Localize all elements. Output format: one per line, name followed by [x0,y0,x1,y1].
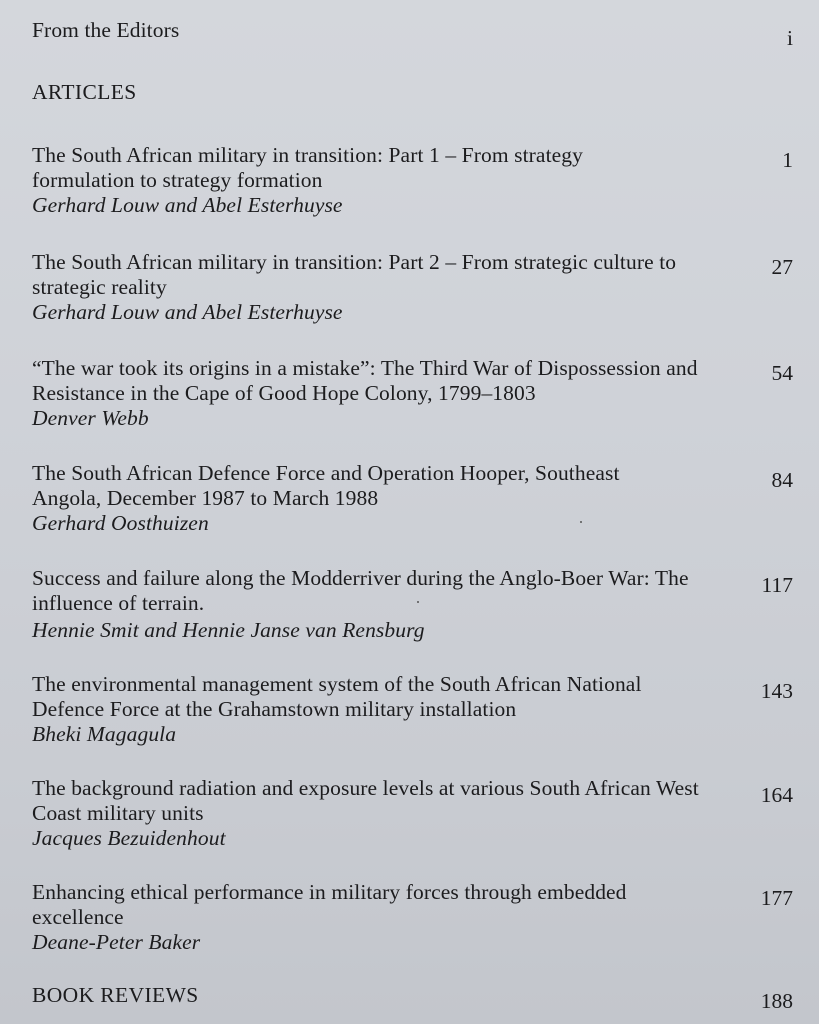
entry-authors: Bheki Magagula [32,722,177,746]
entry-title: The South African military in transition: Part 2 – From strategic culture to strategic reality [32,250,677,299]
front-matter-page-number: i [787,26,793,50]
book-reviews-page-number: 188 [760,989,793,1013]
entry-page-number: 84 [771,468,793,492]
entry-title: The South African military in transition: Part 1 – From strategy formulation to strategy formation [32,143,583,192]
front-matter-label: From the Editors [32,18,180,42]
entry-page-number: 117 [761,573,793,597]
dust-speck [580,521,582,523]
entry-authors: Jacques Bezuidenhout [32,826,226,850]
entry-page-number: 164 [760,783,793,807]
entry-title: “The war took its origins in a mistake”: The Third War of Dispossession and Resistance in the Cape of Good Hope Colony, 1799–1803 [32,356,698,405]
entry-title: The environmental management system of the South African National Defence Force at the Grahamstown military installation [32,672,642,721]
entry-authors: Gerhard Louw and Abel Esterhuyse [32,300,343,324]
entry-authors: Gerhard Oosthuizen [32,511,209,535]
entry-page-number: 143 [760,679,793,703]
entry-authors: Denver Webb [32,406,149,430]
dust-speck [417,601,419,603]
entry-authors: Gerhard Louw and Abel Esterhuyse [32,193,343,217]
entry-authors: Hennie Smit and Hennie Janse van Rensburg [32,618,425,642]
entry-page-number: 54 [771,361,793,385]
entry-title: The South African Defence Force and Operation Hooper, Southeast Angola, December 1987 to March 1988 [32,461,620,510]
entry-authors: Deane-Peter Baker [32,930,201,954]
entry-page-number: 1 [782,148,793,172]
articles-heading: ARTICLES [32,80,137,104]
entry-title: Success and failure along the Modderriver during the Anglo-Boer War: The influence of terrain. [32,566,689,615]
entry-page-number: 177 [760,886,793,910]
entry-title: Enhancing ethical performance in military forces through embedded excellence [32,880,627,929]
book-reviews-heading: BOOK REVIEWS [32,983,199,1007]
entry-page-number: 27 [771,255,793,279]
entry-title: The background radiation and exposure levels at various South African West Coast military units [32,776,699,825]
